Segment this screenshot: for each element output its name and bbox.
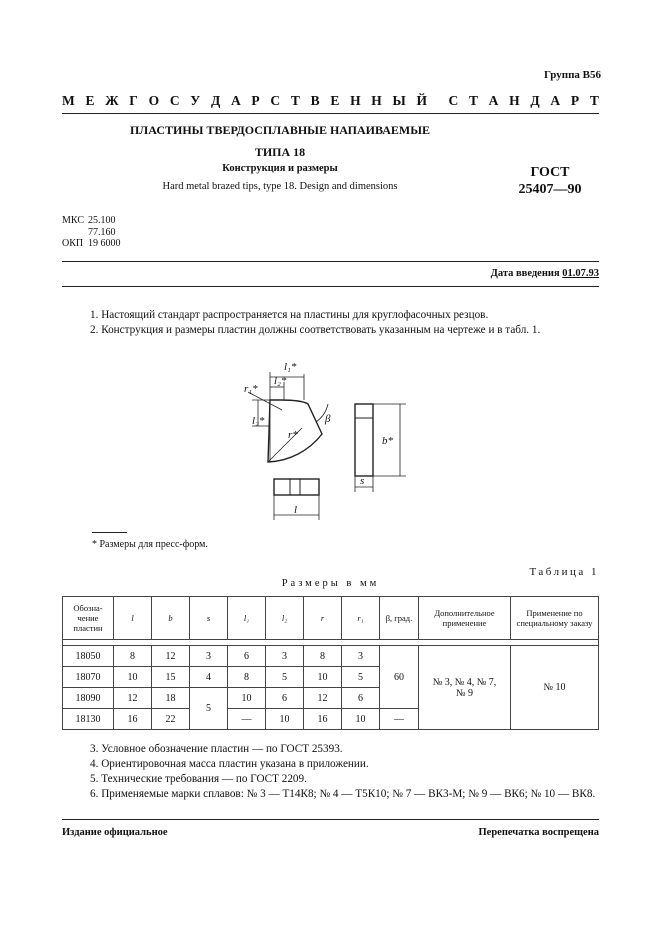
cell-additional: № 3, № 4, № 7, № 9 (419, 646, 511, 730)
cell: 18 (152, 688, 190, 709)
cell-beta: 60 (380, 646, 419, 709)
cell: 6 (228, 646, 266, 667)
cell: 8 (228, 667, 266, 688)
cell: 3 (190, 646, 228, 667)
title-english: Hard metal brazed tips, type 18. Design and dimensions (162, 181, 398, 192)
cell: 3 (342, 646, 380, 667)
col-header: s (190, 597, 228, 640)
label-l2: l₂* (274, 375, 287, 387)
introduction-date (491, 268, 599, 279)
cell: 10 (114, 667, 152, 688)
banner-letter: Д (210, 93, 221, 108)
banner-letter: М (62, 93, 75, 108)
note-3: 3. Условное обозначение пластин — по ГОСТ 25393. (90, 743, 343, 755)
cell-special: № 10 (511, 646, 599, 730)
code-value: 25.100 (88, 215, 116, 226)
tip-side-view (355, 404, 373, 476)
col-header: l₂ (266, 597, 304, 640)
banner-letter: Е (85, 93, 95, 108)
table-row (63, 646, 599, 667)
banner-letter: С (169, 93, 180, 108)
col-header: l (114, 597, 152, 640)
banner-letter: Р (570, 93, 580, 108)
gost-designation (490, 164, 610, 198)
note-6: 6. Применяемые марки сплавов: № 3 — Т14К8; № 4 — Т5К10; № 7 — ВК3-М; № 9 — ВК6; № 10 — ВК8. (90, 788, 596, 800)
col-header: b (152, 597, 190, 640)
col-header: β, град. (380, 597, 419, 640)
cell: 16 (304, 709, 342, 730)
cell: 18070 (63, 667, 114, 688)
date-label: Дата введения (490, 268, 560, 279)
col-header: r₁ (342, 597, 380, 640)
banner-letter: Н (350, 93, 361, 108)
date-rule (62, 286, 599, 287)
technical-drawing (230, 352, 430, 522)
cell: 15 (152, 667, 190, 688)
banner-letter: Ы (392, 93, 406, 108)
cell: 3 (266, 646, 304, 667)
table-caption: Таблица 1 (529, 566, 599, 578)
table-header-row (63, 597, 599, 640)
col-header: r (304, 597, 342, 640)
footnote: * Размеры для пресс-форм. (92, 539, 208, 550)
cell: 10 (342, 709, 380, 730)
label-b: b* (382, 435, 393, 447)
col-header: l₁ (228, 597, 266, 640)
banner-letter: Д (530, 93, 540, 108)
cell: 6 (266, 688, 304, 709)
cell-beta-last: — (380, 709, 419, 730)
title-line-2: ТИПА 18 (254, 145, 306, 159)
header-rule (62, 113, 599, 114)
cell: 8 (304, 646, 342, 667)
banner-letter: С (270, 93, 281, 108)
label-l1: l₁* (284, 361, 297, 373)
label-beta: β (325, 413, 331, 425)
cell: 22 (152, 709, 190, 730)
label-l: l (294, 504, 298, 516)
note-4: 4. Ориентировочная масса пластин указана в приложении. (90, 758, 369, 770)
banner-letter: Н (371, 93, 382, 108)
dimensions-table (62, 596, 599, 730)
banner-letter: Г (129, 93, 138, 108)
paragraph-2: 2. Конструкция и размеры пластин должны соответствовать указанным на чертеже и в табл. 1. (90, 324, 541, 336)
cell: 8 (114, 646, 152, 667)
banner-letter: А (230, 93, 241, 108)
banner-letter: Ж (105, 93, 119, 108)
cell: 16 (114, 709, 152, 730)
banner-letter: С (448, 93, 459, 108)
cell: 12 (304, 688, 342, 709)
banner-letter: В (310, 93, 320, 108)
gost-number: 25407—90 (518, 182, 582, 197)
cell: 5 (342, 667, 380, 688)
codes-rule (62, 261, 599, 262)
code-label: МКС (62, 215, 84, 226)
gost-label: ГОСТ (530, 165, 570, 180)
label-r1: r₁* (244, 383, 258, 395)
cell: 12 (114, 688, 152, 709)
cell: 18050 (63, 646, 114, 667)
group-label: Группа В56 (543, 69, 601, 81)
title-line-1: ПЛАСТИНЫ ТВЕРДОСПЛАВНЫЕ НАПАИВАЕМЫЕ (129, 123, 431, 137)
label-s: s (360, 475, 365, 487)
banner-letter: А (488, 93, 499, 108)
bottom-rule (62, 819, 599, 820)
banner-letter: Й (416, 93, 428, 108)
note-5: 5. Технические требования — по ГОСТ 2209. (90, 773, 307, 785)
banner-letter: У (190, 93, 201, 108)
banner-letter: Н (509, 93, 520, 108)
banner-letter: О (148, 93, 160, 108)
footnote-rule (92, 532, 127, 533)
cell: 4 (190, 667, 228, 688)
banner-letter: А (550, 93, 561, 108)
label-r: r* (288, 429, 298, 441)
title-line-3: Конструкция и размеры (222, 163, 338, 174)
paragraph-1: 1. Настоящий стандарт распространяется на пластины для круглофасочных резцов. (90, 309, 489, 321)
cell: — (228, 709, 266, 730)
banner-letter: Е (330, 93, 340, 108)
code-label: ОКП (62, 238, 84, 249)
cell: 10 (266, 709, 304, 730)
cell: 18090 (63, 688, 114, 709)
cell: 5 (190, 688, 228, 730)
cell: 5 (266, 667, 304, 688)
reprint-note: Перепечатка воспрещена (478, 827, 599, 838)
cell: 18130 (63, 709, 114, 730)
col-header: Применение по специальному заказу (511, 597, 599, 640)
banner-letter: Р (251, 93, 260, 108)
cell: 10 (228, 688, 266, 709)
label-l2-left: l₂* (252, 415, 265, 427)
table-units: Размеры в мм (281, 578, 380, 589)
tip-bottom-view (274, 479, 319, 495)
col-header: Дополнительное применение (419, 597, 511, 640)
code-value: 77.160 (88, 226, 116, 238)
cell: 6 (342, 688, 380, 709)
col-header: Обозна-чение пластин (63, 597, 114, 640)
banner-letter: Т (290, 93, 300, 108)
cell: 10 (304, 667, 342, 688)
cell: 12 (152, 646, 190, 667)
edition-note: Издание официальное (62, 827, 168, 838)
banner-letter: Т (589, 93, 599, 108)
standard-banner (62, 93, 599, 109)
code-value: 19 6000 (88, 238, 121, 249)
classification-codes (62, 215, 121, 250)
date-value: 01.07.93 (562, 268, 599, 279)
banner-letter: Т (468, 93, 478, 108)
